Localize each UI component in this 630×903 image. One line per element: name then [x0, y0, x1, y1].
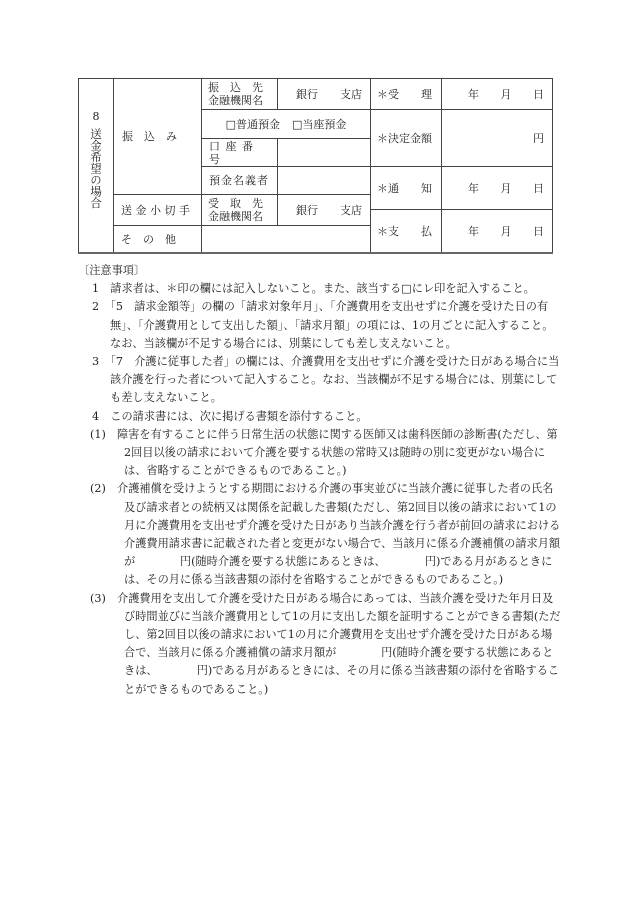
bank-label: 銀行: [296, 87, 318, 101]
day-label: 日: [533, 181, 544, 195]
furikomisaki-label: [202, 79, 277, 109]
note-item: 3 「7 介護に従事した者」の欄には、介護費用を支出せずに介護を受けた日がある場合に当該介護を行った者について記入すること。なお、当該欄が不足する場合には、別葉にしても差し支えないこと。: [92, 355, 560, 405]
branch-label: 支店: [340, 87, 362, 101]
kettei-text: ＊決定金額: [377, 131, 432, 145]
shiharai-date-field[interactable]: [442, 210, 552, 252]
day-label: 日: [533, 224, 544, 238]
bank-label: 銀行: [296, 203, 318, 217]
account-type-current-label: 当座預金: [302, 117, 347, 131]
tsuchi-date-field[interactable]: [442, 167, 552, 209]
furikomi-label: [114, 78, 201, 194]
checkbox-icon[interactable]: □: [225, 117, 236, 131]
account-type-ordinary[interactable]: [226, 118, 280, 131]
section-number: 8: [92, 109, 100, 123]
account-type-row: [202, 110, 370, 138]
note-item: 2 「5 請求金額等」の欄の「請求対象年月」、「介護費用を支出せずに介護を受けた日の有無」、「介護費用として支出した額」、「請求月額」の項には、1の月ごとに記入すること。なお、当該欄が不足する場合には、別葉にしても差し支えないこと。: [92, 300, 554, 350]
remittance-table: [78, 78, 553, 252]
juri-label: [371, 79, 441, 109]
furikomisaki-line2: 金融機関名: [208, 94, 263, 107]
uketorisaki-line1: 受 取 先: [208, 197, 263, 210]
account-number-field[interactable]: [278, 139, 370, 166]
account-holder-text: 預金名義者: [209, 174, 269, 187]
section-title: 送金希望の場合: [89, 128, 103, 209]
shiharai-text: ＊支 払: [377, 224, 432, 238]
account-holder-label: [202, 167, 277, 194]
furikomi-text: 振 込 み: [122, 129, 177, 143]
branch-label: 支店: [340, 203, 362, 217]
account-number-label: [202, 139, 277, 166]
note-subitem: (2) 介護補償を受けようとする期間における介護の事実並びに当該介護に従事した者の氏名及び請求者との続柄又は関係を記載した書類(ただし、第2回目以後の請求において1の月に介護費用を支出せず介護を受けた日があり当該介護を行う者が前回の請求における介護費用請求書に記載された者と変更がない場合で、当該月に係る介護補償の請求月額が 円(随時介護を要する状態にあるときは、 円)である月があるときには、その月に係る当該書類の添付を省略することができるものであること。): [90, 482, 561, 587]
note-subitem: (3) 介護費用を支出して介護を受けた日がある場合にあっては、当該介護を受けた年月日及び時間並びに当該介護費用として1の月に支出した額を証明することができる書類(ただし、第2回目以後の請求において1の月に介護費用を支出せず介護を受けた日がある場合で、当該月に係る介護補償の請求月額が 円(随時介護を要する状態にあるときは、 円)である月があるときには、その月に係る当該書類の添付を省略することができるものであること。): [90, 591, 561, 696]
sonota-label: [114, 226, 201, 252]
account-number-text: 口 座 番 号: [209, 139, 254, 166]
year-label: 年: [468, 87, 479, 101]
sonota-field[interactable]: [202, 226, 370, 252]
kogitte-text: 送 金 小 切 手: [121, 203, 190, 217]
notes-heading: 〔注意事項〕: [78, 264, 146, 277]
kettei-amount-field[interactable]: [442, 110, 552, 166]
year-label: 年: [468, 181, 479, 195]
account-type-ordinary-label: 普通預金: [236, 117, 280, 131]
note-subitem: (1) 障害を有することに伴う日常生活の状態に関する医師又は歯科医師の診断書(ただし、第2回目以後の請求において介護を要する状態の常時又は随時の別に変更がない場合には、省略することができるものであること。): [90, 427, 558, 478]
juri-date-field[interactable]: [442, 79, 552, 109]
border-left: [78, 78, 79, 252]
border-right: [552, 78, 553, 252]
checkbox-icon[interactable]: □: [292, 117, 303, 131]
account-holder-field[interactable]: [278, 167, 370, 194]
furikomi-bank-field[interactable]: [278, 79, 370, 109]
yen-label: 円: [533, 131, 544, 145]
furikomisaki-line1: 振 込 先: [208, 81, 263, 94]
kogitte-label: [114, 195, 201, 225]
note-item: 1 請求者は、＊印の欄には記入しないこと。また、該当する□にレ印を記入すること。: [92, 282, 535, 296]
account-type-current[interactable]: [292, 118, 346, 131]
uketorisaki-label: [202, 195, 277, 225]
note-item: 4 この請求書には、次に掲げる書類を添付すること。: [92, 409, 368, 423]
month-label: 月: [500, 181, 512, 195]
tsuchi-label: [371, 167, 441, 209]
day-label: 日: [533, 87, 544, 101]
month-label: 月: [500, 224, 512, 238]
notes-section: [78, 262, 562, 699]
kettei-label: [371, 110, 441, 166]
tsuchi-text: ＊通 知: [377, 181, 432, 195]
sonota-text: そ の 他: [121, 232, 176, 246]
month-label: 月: [500, 87, 512, 101]
uketori-bank-field[interactable]: [278, 195, 370, 225]
uketorisaki-line2: 金融機関名: [208, 210, 263, 223]
year-label: 年: [468, 224, 479, 238]
border-bottom: [78, 252, 553, 254]
juri-text: ＊受 理: [377, 87, 432, 101]
shiharai-label: [371, 210, 441, 252]
